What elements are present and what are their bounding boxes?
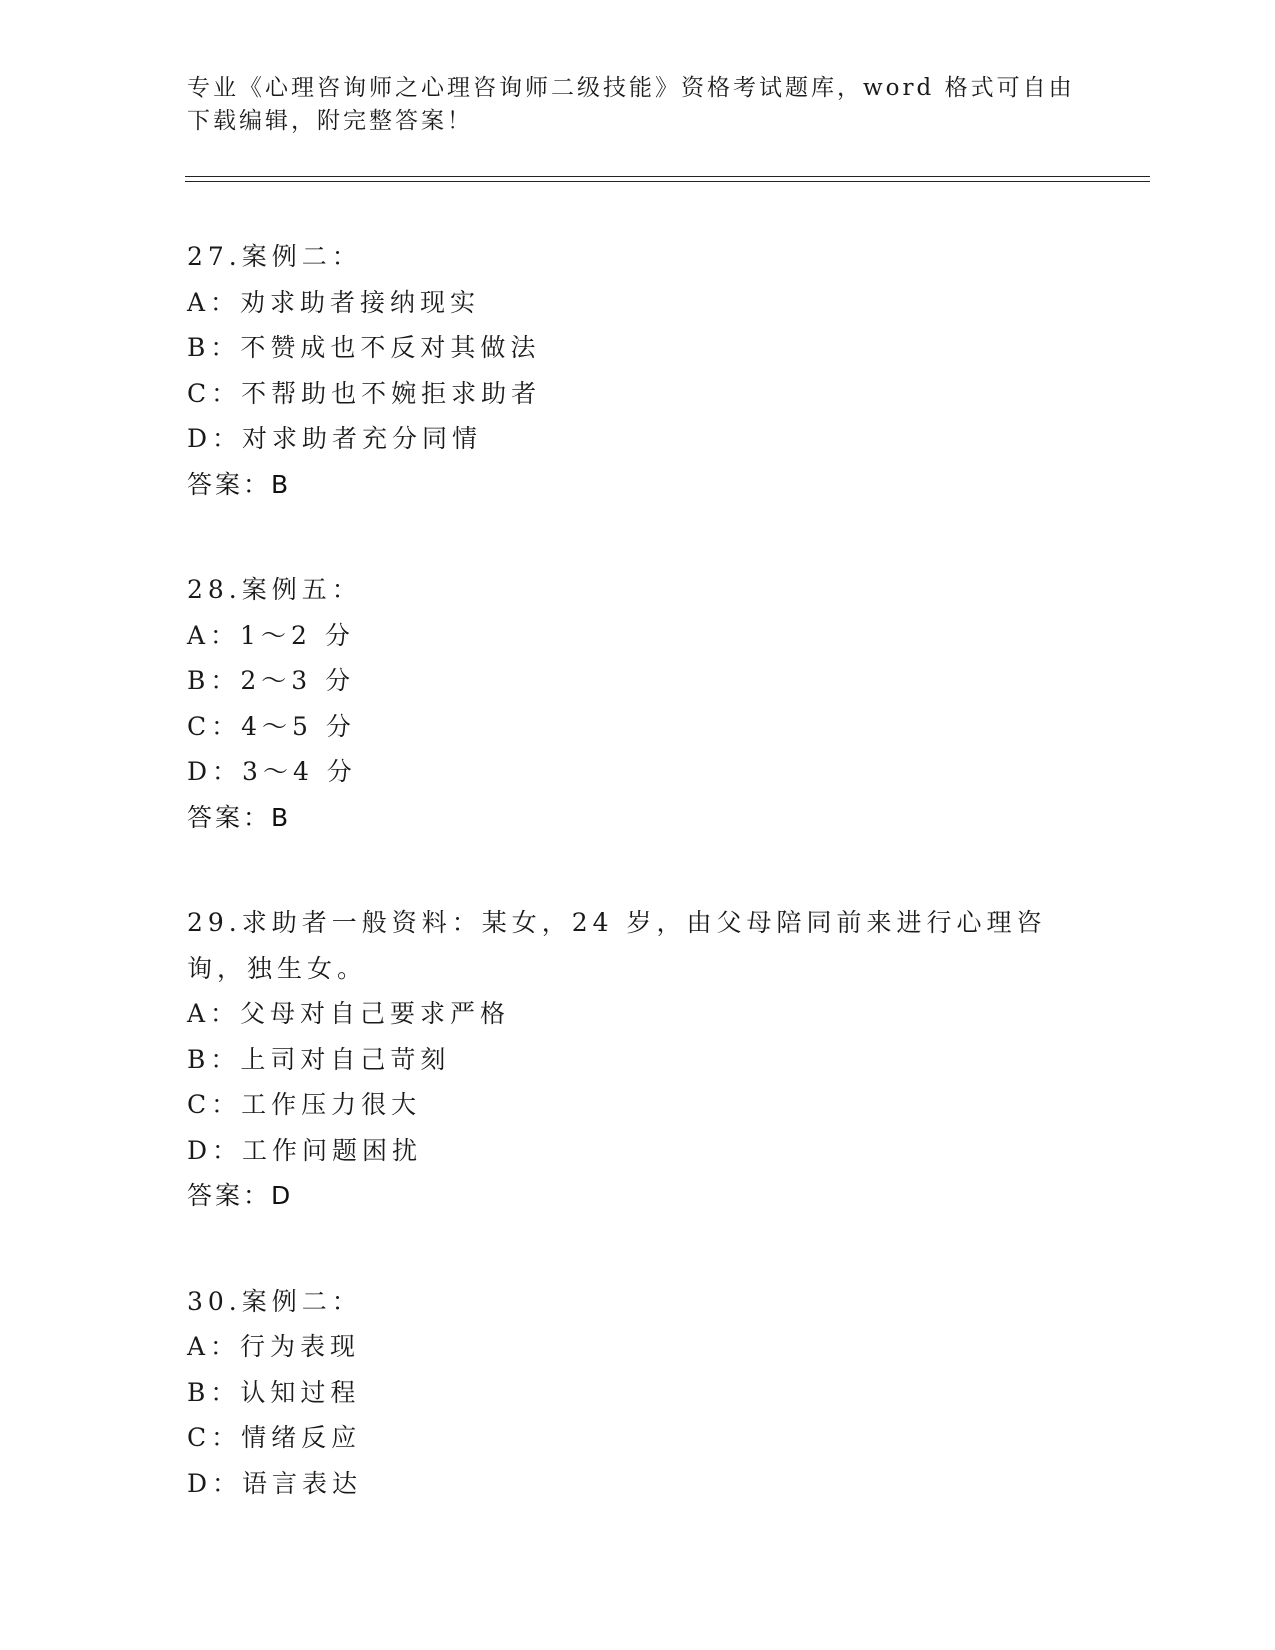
- header-rule-top: [185, 176, 1150, 177]
- option-c: C：不帮助也不婉拒求助者: [187, 378, 542, 408]
- question-stem: 28.案例五：: [187, 575, 362, 604]
- option-b: B：上司对自己苛刻: [187, 1044, 451, 1074]
- option-c: C：工作压力很大: [187, 1090, 422, 1119]
- document-header-text: 专业《心理咨询师之心理咨询师二级技能》资格考试题库，word 格式可自由下载编辑，附完整答案！: [187, 75, 1075, 134]
- option-b: B：认知过程: [187, 1377, 361, 1407]
- option-d: D：工作问题困扰: [187, 1135, 423, 1165]
- option-a: A：父母对自己要求严格: [187, 999, 511, 1028]
- option-b: B：2～3 分: [187, 666, 356, 695]
- question-28: [187, 567, 1087, 840]
- question-30: [187, 1279, 1087, 1507]
- option-a: A：1～2 分: [187, 620, 355, 650]
- question-stem: 29.求助者一般资料：某女，24 岁，由父母陪同前来进行心理咨询，独生女。: [187, 908, 1047, 983]
- header-rule-bottom: [185, 181, 1150, 182]
- option-b: B：不赞成也不反对其做法: [187, 333, 541, 362]
- option-d: D：语言表达: [187, 1468, 363, 1498]
- option-d: D：对求助者充分同情: [187, 424, 483, 453]
- answer: 答案：B: [187, 469, 292, 499]
- question-list: [187, 234, 1087, 1566]
- option-d: D：3～4 分: [187, 757, 357, 786]
- option-a: A：行为表现: [187, 1332, 361, 1361]
- question-stem: 30.案例二：: [187, 1286, 362, 1316]
- question-27: [187, 234, 1087, 507]
- option-c: C：4～5 分: [187, 711, 356, 741]
- question-stem: 27.案例二：: [187, 242, 362, 271]
- answer: 答案：B: [187, 802, 292, 832]
- option-c: C：情绪反应: [187, 1423, 362, 1452]
- answer: 答案：D: [187, 1181, 294, 1210]
- question-29: [187, 900, 1087, 1219]
- option-a: A：劝求助者接纳现实: [187, 287, 481, 317]
